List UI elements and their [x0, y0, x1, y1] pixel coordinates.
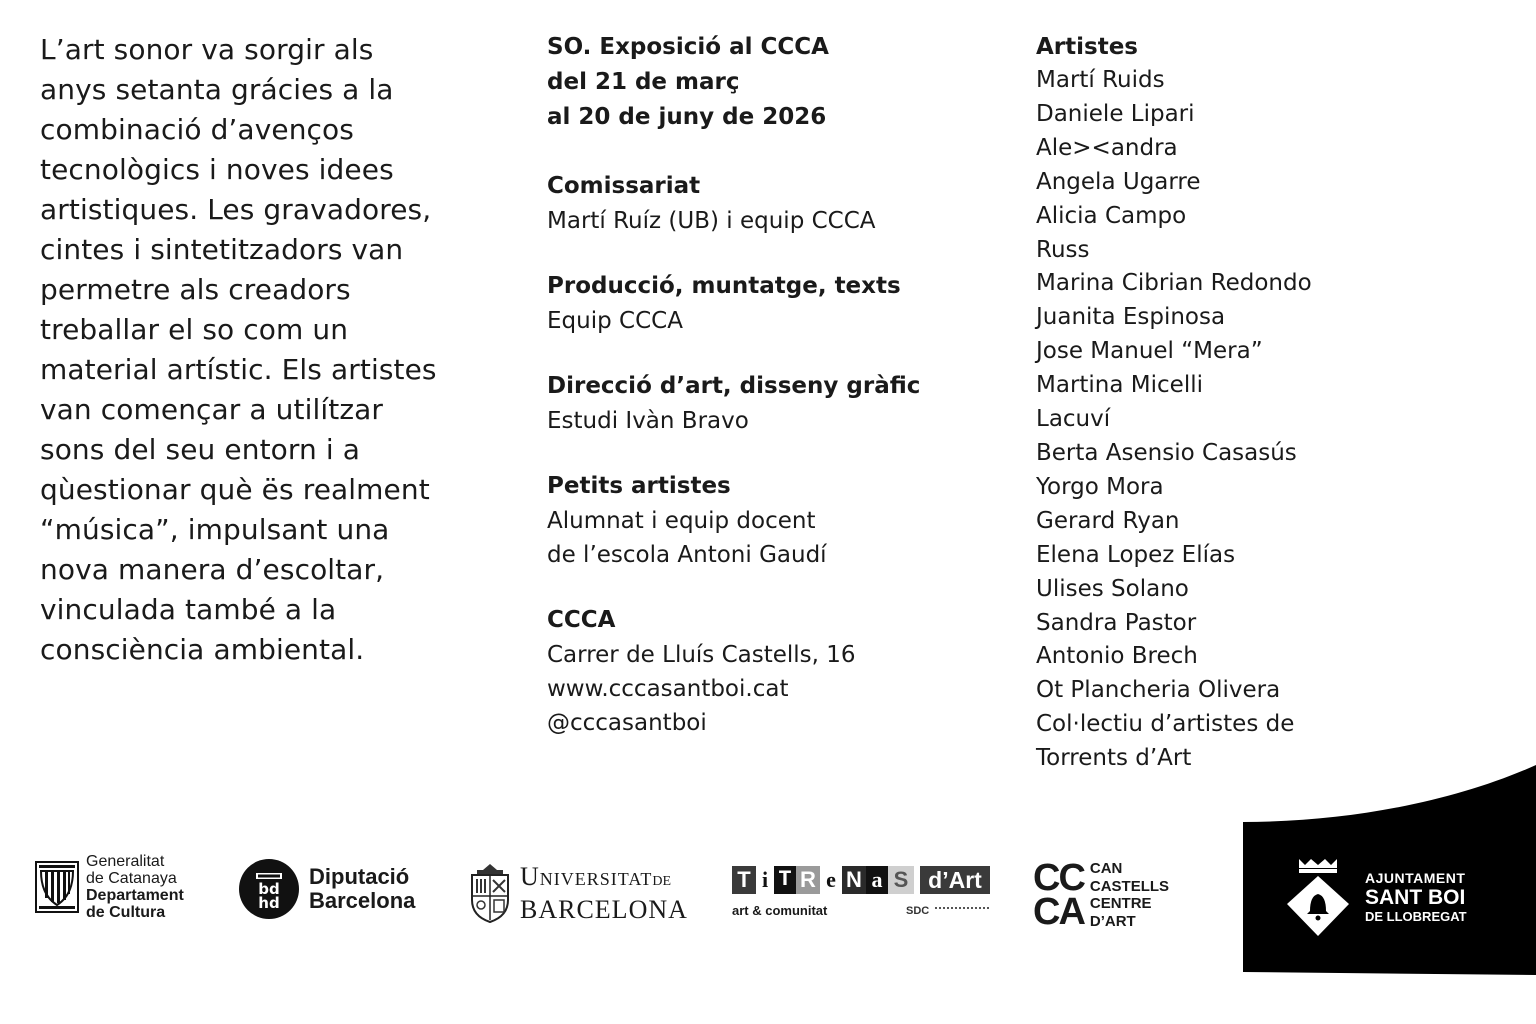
intro-line: van començar a utilítzar [40, 393, 383, 426]
credits-text: Alumnat i equip docent [547, 508, 816, 534]
intro-paragraph [40, 30, 510, 670]
credits-heading: Comissariat [547, 173, 701, 199]
artist-name: Col·lectiu d’artistes de [1036, 711, 1295, 738]
universitat-de: DE [652, 873, 671, 889]
generalitat-line: Generalitat [86, 853, 165, 870]
credits-block-direccio [547, 369, 987, 438]
intro-line: combinació d’avenços [40, 113, 354, 146]
diputacio-line: Barcelona [309, 888, 416, 913]
ccca-line: CENTRE [1089, 895, 1152, 912]
torrents-sdc-mark: SDC [906, 905, 930, 917]
torrents-letter-tile: T [774, 866, 796, 894]
credits-block-petits-artistes [547, 469, 987, 572]
exhibition-info-column [547, 30, 987, 771]
generalitat-text [86, 853, 184, 921]
artist-name: Ale><andra [1036, 134, 1178, 161]
artist-name: Elena Lopez Elías [1036, 541, 1236, 568]
intro-line: tecnològics i noves idees [40, 153, 394, 186]
torrents-letter-tile: S [888, 866, 914, 894]
artist-name: Alicia Campo [1036, 202, 1187, 229]
intro-line: nova manera d’escoltar, [40, 553, 385, 586]
ccca-mark-top: CC [1033, 857, 1084, 899]
sant-boi-shield-icon [1285, 856, 1351, 938]
artist-name: Martina Micelli [1036, 372, 1203, 399]
ajuntament-line: AJUNTAMENT [1365, 869, 1466, 886]
ccca-text [1090, 860, 1169, 930]
artist-name: Berta Asensio Casasús [1036, 439, 1297, 466]
generalitat-department-line: de Cultura [86, 904, 166, 921]
intro-line: vinculada també a la [40, 593, 337, 626]
ccca-line: CAN [1089, 860, 1123, 877]
ajuntament-sant-boi-logo [1285, 856, 1467, 938]
credits-heading: Direcció d’art, disseny gràfic [547, 373, 921, 399]
artist-name: Ot Plancheria Olivera [1036, 677, 1281, 704]
ccca-mark-bottom: CA [1033, 891, 1084, 933]
artists-column [1036, 30, 1456, 776]
torrents-letter-tile: i [756, 866, 774, 894]
artist-name: Juanita Espinosa [1036, 304, 1226, 331]
artist-name: Daniele Lipari [1036, 100, 1195, 127]
svg-text:hd: hd [258, 894, 280, 912]
torrents-letter-tile: N [842, 866, 866, 894]
sant-boi-line: SANT BOI [1365, 885, 1466, 909]
ccca-logo [1033, 857, 1170, 933]
llobregat-line: DE LLOBREGAT [1365, 908, 1467, 924]
credits-text: Estudi Ivàn Bravo [547, 408, 749, 434]
torrents-dart-logo [732, 866, 990, 922]
torrents-letter-tile: T [732, 866, 756, 894]
diputacio-line: Diputació [309, 864, 410, 889]
credits-block-comissariat [547, 169, 987, 238]
generalitat-logo [35, 853, 184, 921]
address-text: Carrer de Lluís Castells, 16 [547, 642, 856, 668]
torrents-letter-tile: e [820, 866, 842, 894]
exhibition-title-line: del 21 de març [547, 69, 740, 95]
diputacio-logo [238, 858, 415, 920]
universitat-barcelona-logo [469, 862, 688, 924]
intro-line: L’art sonor va sorgir als [40, 33, 374, 66]
ajuntament-text [1365, 870, 1467, 925]
website-text: www.cccasantboi.cat [547, 676, 789, 702]
generalitat-department-line: Departament [86, 887, 184, 904]
artist-name: Yorgo Mora [1036, 473, 1164, 500]
artist-name: Angela Ugarre [1036, 168, 1201, 195]
social-handle-text: @cccasantboi [547, 710, 707, 736]
artist-name: Marina Cibrian Redondo [1036, 270, 1312, 297]
torrents-subtitle: art & comunitat [732, 903, 828, 918]
svg-text:bd: bd [258, 880, 280, 898]
artist-name: Torrents d’Art [1036, 745, 1192, 772]
intro-line: anys setanta grácies a la [40, 73, 394, 106]
universitat-text [520, 863, 688, 924]
intro-line: cintes i sintetitzadors van [40, 233, 404, 266]
artist-name: Ulises Solano [1036, 575, 1189, 602]
artist-name: Russ [1036, 236, 1090, 263]
ccca-mark [1033, 857, 1084, 933]
university-seal-icon [469, 862, 511, 924]
intro-line: “música”, impulsant una [40, 513, 390, 546]
intro-line: treballar el so com un [40, 313, 349, 346]
credits-text: Martí Ruíz (UB) i equip CCCA [547, 208, 876, 234]
credits-text: Equip CCCA [547, 308, 683, 334]
intro-line: artistiques. Les gravadores, [40, 193, 432, 226]
torrents-small-print [935, 907, 989, 915]
torrents-letter-row [732, 866, 914, 894]
credits-text: de l’escola Antoni Gaudí [547, 542, 827, 568]
artist-name: Sandra Pastor [1036, 609, 1197, 636]
generalitat-line: de Catanaya [86, 870, 177, 887]
intro-line: sons del seu entorn i a [40, 433, 360, 466]
ccca-line: D’ART [1089, 912, 1136, 930]
artist-name: Antonio Brech [1036, 643, 1198, 670]
universitat-line [520, 863, 688, 896]
exhibition-title-block [547, 30, 987, 135]
barcelona-line: BARCELONA [520, 894, 688, 924]
artist-name: Gerard Ryan [1036, 507, 1180, 534]
artist-name: Jose Manuel “Mera” [1036, 338, 1263, 365]
artist-name: Martí Ruids [1036, 67, 1165, 93]
torrents-letter-tile: R [796, 866, 820, 894]
intro-line: qùestionar què ës realment [40, 473, 430, 506]
credits-block-ccca-contact [547, 603, 987, 740]
artists-heading: Artistes [1036, 34, 1138, 60]
torrents-dart-block: d’Art [920, 866, 990, 894]
diputacio-circle-logo-icon [238, 858, 300, 920]
exhibition-title-line: al 20 de juny de 2026 [547, 104, 827, 130]
intro-line: permetre als creadors [40, 273, 351, 306]
diputacio-text [309, 865, 415, 913]
exhibition-title-line: SO. Exposició al CCCA [547, 34, 829, 60]
credits-heading: Petits artistes [547, 473, 731, 499]
intro-line: consciència ambiental. [40, 633, 365, 666]
ccca-line: CASTELLS [1089, 877, 1170, 895]
artist-name: Lacuví [1036, 406, 1111, 433]
credits-block-produccio [547, 269, 987, 338]
universitat-word: Universitat [520, 861, 653, 891]
torrents-letter-tile: a [866, 866, 888, 894]
generalitat-emblem-icon [35, 861, 79, 913]
credits-heading: Producció, muntatge, texts [547, 273, 901, 299]
credits-heading: CCCA [547, 607, 616, 633]
intro-line: material artístic. Els artistes [40, 353, 437, 386]
